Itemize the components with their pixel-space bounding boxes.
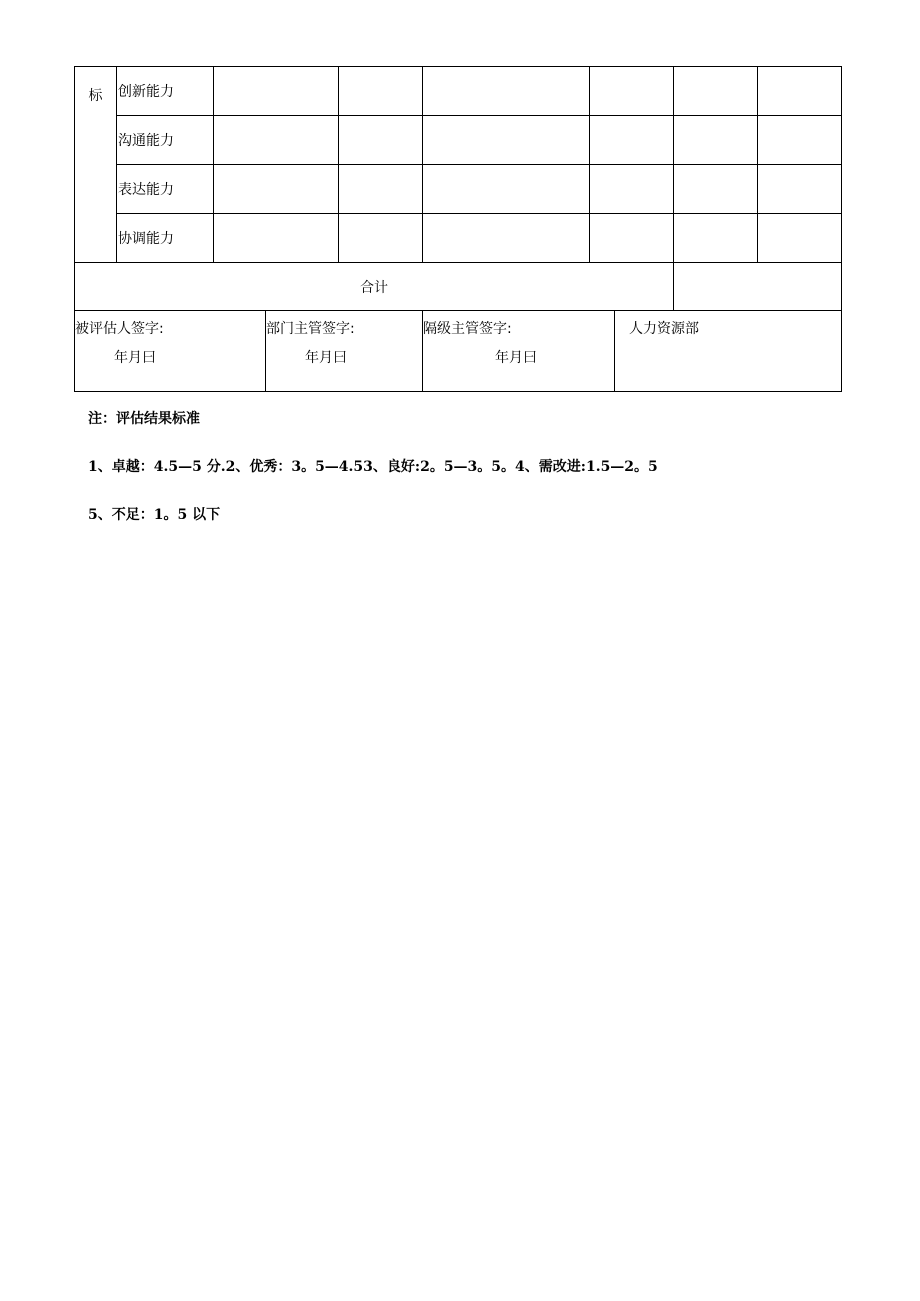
senior-manager-signature-label: 隔级主管签字:: [423, 321, 512, 337]
hr-department-label: 人力资源部: [629, 321, 699, 337]
total-label: 合计: [75, 263, 674, 311]
employee-signature-date: 年月曰: [114, 350, 156, 366]
score-cell: [758, 67, 842, 116]
score-cell: [590, 116, 674, 165]
score-cell: [339, 67, 423, 116]
score-cell: [590, 214, 674, 263]
score-cell: [423, 67, 590, 116]
score-cell: [339, 214, 423, 263]
score-cell: [674, 67, 758, 116]
senior-manager-signature-date: 年月曰: [495, 350, 537, 366]
evaluation-table: [74, 66, 842, 392]
score-cell: [590, 67, 674, 116]
table-row: [75, 116, 842, 165]
score-cell: [214, 214, 339, 263]
dept-manager-signature-date: 年月曰: [305, 350, 347, 366]
score-cell: [590, 165, 674, 214]
score-cell: [674, 165, 758, 214]
score-cell: [339, 165, 423, 214]
senior-manager-signature-cell: [423, 311, 615, 392]
table-row: [75, 67, 842, 116]
dept-manager-signature-label: 部门主管签字:: [266, 321, 355, 337]
notes-section: [88, 404, 658, 548]
signature-row: [75, 311, 842, 392]
employee-signature-label: 被评估人签字:: [75, 321, 164, 337]
score-cell: [423, 214, 590, 263]
score-cell: [674, 116, 758, 165]
table-row: [75, 214, 842, 263]
category-label: 标: [75, 67, 117, 263]
score-cell: [214, 165, 339, 214]
hr-signature-cell: [615, 311, 842, 392]
score-cell: [674, 214, 758, 263]
total-value-cell: [674, 263, 842, 311]
criterion-label-communication: 沟通能力: [117, 116, 214, 165]
score-cell: [758, 116, 842, 165]
total-row: [75, 263, 842, 311]
table-row: [75, 165, 842, 214]
criterion-label-innovation: 创新能力: [117, 67, 214, 116]
criterion-label-expression: 表达能力: [117, 165, 214, 214]
criterion-label-coordination: 协调能力: [117, 214, 214, 263]
employee-signature-cell: [75, 311, 266, 392]
dept-manager-signature-cell: [266, 311, 423, 392]
score-cell: [339, 116, 423, 165]
score-cell: [423, 165, 590, 214]
notes-line-1: 1、卓越：4.5—5 分.2、优秀：3。5—4.53、良好:2。5—3。5。4、需改进:1.5—2。5: [88, 459, 658, 475]
notes-line-2: 5、不足：1。5 以下: [88, 507, 221, 523]
score-cell: [758, 214, 842, 263]
score-cell: [214, 67, 339, 116]
score-cell: [758, 165, 842, 214]
score-cell: [423, 116, 590, 165]
score-cell: [214, 116, 339, 165]
notes-title: 注：评估结果标准: [88, 411, 200, 427]
